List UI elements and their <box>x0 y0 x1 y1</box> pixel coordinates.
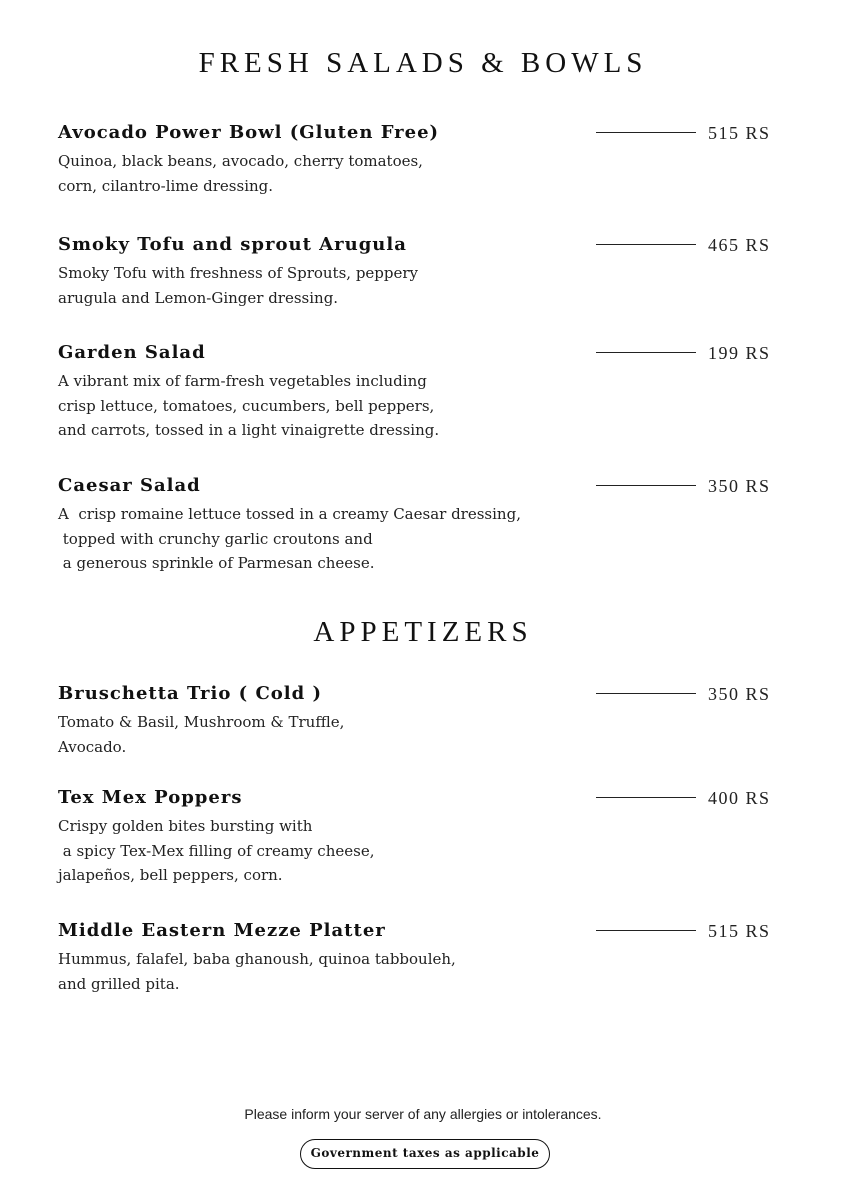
item-price: 350 RS <box>708 684 771 704</box>
section-title-salads: FRESH SALADS & BOWLS <box>198 47 648 79</box>
item-name: Middle Eastern Mezze Platter <box>58 920 386 941</box>
menu-item-avocado-power-bowl <box>58 121 788 198</box>
price-leader-line <box>596 244 696 245</box>
item-name: Tex Mex Poppers <box>58 787 243 808</box>
price-leader-line <box>596 930 696 931</box>
item-name: Garden Salad <box>58 342 206 363</box>
item-description: Tomato & Basil, Mushroom & Truffle, Avocado. <box>58 713 345 756</box>
item-description: A vibrant mix of farm-fresh vegetables including crisp lettuce, tomatoes, cucumbers, bell peppers, and carrots, tossed in a light vinaigrette dressing. <box>58 372 440 439</box>
item-description: Smoky Tofu with freshness of Sprouts, peppery arugula and Lemon-Ginger dressing. <box>58 264 419 307</box>
item-name: Caesar Salad <box>58 475 201 496</box>
price-leader-line <box>596 485 696 486</box>
menu-item-bruschetta-trio <box>58 682 788 759</box>
menu-item-tex-mex-poppers <box>58 786 788 888</box>
price-leader-line <box>596 797 696 798</box>
item-price: 199 RS <box>708 343 771 363</box>
menu-item-mezze-platter <box>58 919 788 996</box>
item-price: 465 RS <box>708 235 771 255</box>
allergy-note: Please inform your server of any allergies or intolerances. <box>244 1106 602 1122</box>
tax-badge: Government taxes as applicable <box>300 1139 550 1169</box>
section-title-appetizers: APPETIZERS <box>313 616 533 648</box>
price-leader-line <box>596 693 696 694</box>
item-name: Smoky Tofu and sprout Arugula <box>58 234 407 255</box>
item-description: Crispy golden bites bursting with a spicy Tex-Mex filling of creamy cheese, jalapeños, bell peppers, corn. <box>58 817 375 884</box>
item-price: 400 RS <box>708 788 771 808</box>
item-description: Quinoa, black beans, avocado, cherry tomatoes, corn, cilantro-lime dressing. <box>58 152 423 195</box>
menu-item-caesar-salad <box>58 474 788 576</box>
item-description: A crisp romaine lettuce tossed in a creamy Caesar dressing, topped with crunchy garlic croutons and a generous sprinkle of Parmesan cheese. <box>58 505 521 572</box>
price-leader-line <box>596 132 696 133</box>
item-name: Bruschetta Trio ( Cold ) <box>58 683 322 704</box>
price-leader-line <box>596 352 696 353</box>
item-description: Hummus, falafel, baba ghanoush, quinoa tabbouleh, and grilled pita. <box>58 950 456 993</box>
menu-item-smoky-tofu <box>58 233 788 310</box>
item-price: 515 RS <box>708 123 771 143</box>
item-price: 515 RS <box>708 921 771 941</box>
item-price: 350 RS <box>708 476 771 496</box>
menu-item-garden-salad <box>58 341 788 443</box>
item-name: Avocado Power Bowl (Gluten Free) <box>58 122 440 143</box>
